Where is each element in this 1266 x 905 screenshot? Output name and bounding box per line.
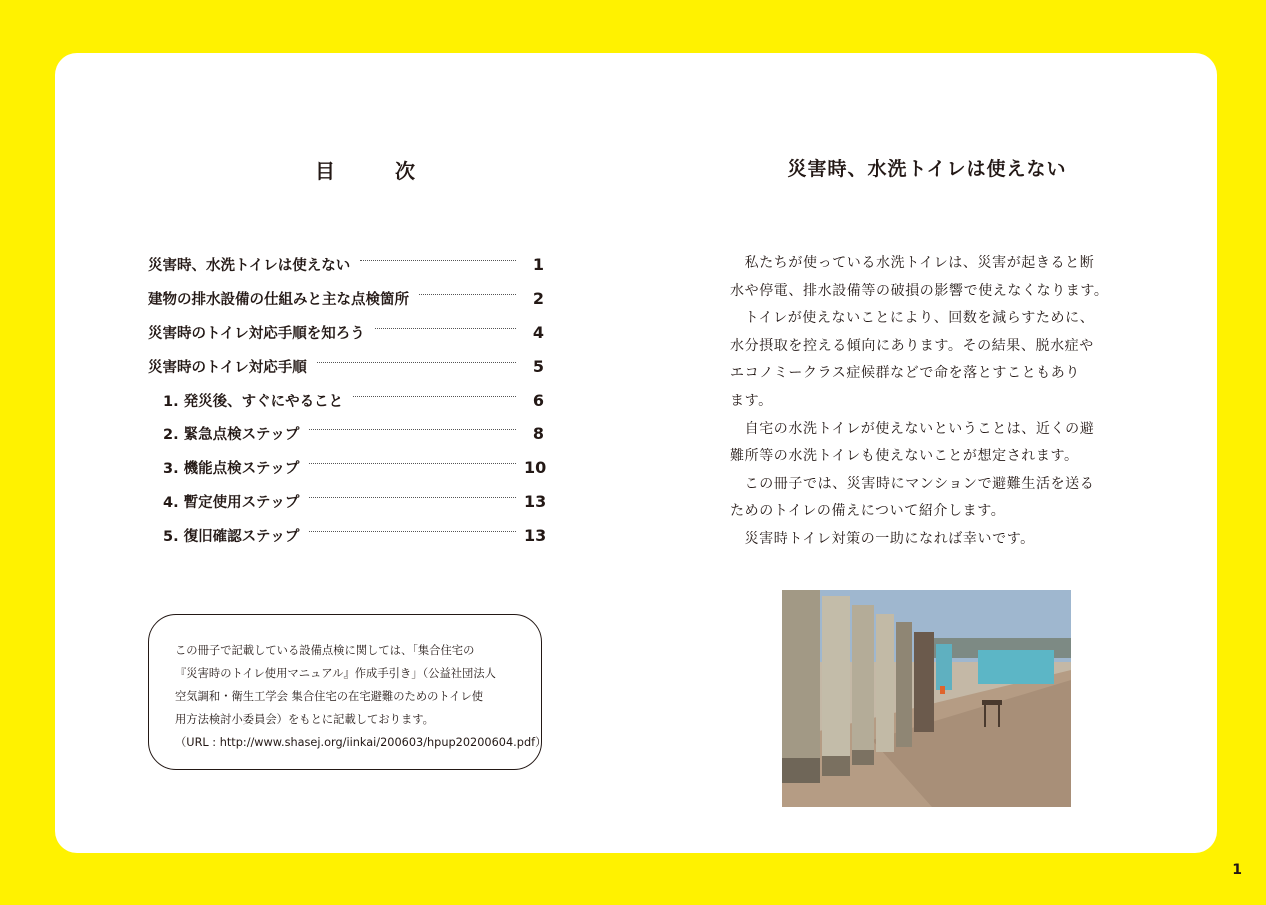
toc-entry-page: 2 xyxy=(532,289,544,309)
toc-entry[interactable] xyxy=(148,349,544,383)
toc-entry-page: 10 xyxy=(524,458,547,478)
intro-paragraph xyxy=(730,250,1124,554)
toc-subentry[interactable] xyxy=(148,518,547,552)
toc-entry-label: 4. 暫定使用ステップ xyxy=(163,494,300,511)
toc-entry-label: 災害時のトイレ対応手順 xyxy=(148,359,307,376)
paragraph-line: エコノミークラス症候群などで命を落とすこともあり xyxy=(730,365,1080,382)
toc-entry-label: 災害時のトイレ対応手順を知ろう xyxy=(148,325,365,342)
paragraph-line: 自宅の水洗トイレが使えないということは、近くの避 xyxy=(730,420,1095,437)
toc-leader-dots xyxy=(317,362,516,363)
note-line: 用方法検討小委員会）をもとに記載しております。 xyxy=(175,713,434,726)
toc-entry-page: 5 xyxy=(532,356,544,376)
toc-subentry[interactable] xyxy=(148,383,544,417)
toc-entry-label: 5. 復旧確認ステップ xyxy=(163,528,300,545)
paragraph-line: 水や停電、排水設備等の破損の影響で使えなくなります。 xyxy=(730,282,1109,299)
toc-entry-label: 1. 発災後、すぐにやること xyxy=(163,393,344,410)
toc-entry-label: 3. 機能点検ステップ xyxy=(163,461,300,478)
toc-leader-dots xyxy=(419,294,516,295)
toc-entry-page: 1 xyxy=(532,255,544,275)
section-title: 災害時、水洗トイレは使えない xyxy=(787,158,1067,180)
toc-leader-dots xyxy=(375,328,516,329)
toc-title: 目 次 xyxy=(315,159,435,183)
note-line: この冊子で記載している設備点検に関しては、「集合住宅の xyxy=(175,644,475,657)
toc-subentry[interactable] xyxy=(148,451,547,485)
toc-leader-dots xyxy=(309,531,516,532)
page-number: 1 xyxy=(1232,862,1242,878)
toc-entry-label: 災害時、水洗トイレは使えない xyxy=(148,258,351,275)
paragraph-line: 水分摂取を控える傾向にあります。その結果、脱水症や xyxy=(730,337,1094,354)
reference-note-box xyxy=(148,614,547,770)
toc-leader-dots xyxy=(360,260,516,261)
toc-entry-page: 8 xyxy=(532,424,544,444)
toc-entry-page: 13 xyxy=(524,525,547,545)
toc-subentry[interactable] xyxy=(148,417,544,451)
table-of-contents xyxy=(148,248,547,552)
portable-toilets-photo xyxy=(782,590,1071,807)
toc-leader-dots xyxy=(309,497,516,498)
toc-entry-page: 13 xyxy=(524,491,547,511)
toc-entry[interactable] xyxy=(148,248,544,282)
paragraph-line: 難所等の水洗トイレも使えないことが想定されます。 xyxy=(730,448,1079,465)
paragraph-line: 災害時トイレ対策の一助になれば幸いです。 xyxy=(730,530,1035,547)
paragraph-line: この冊子では、災害時にマンションで避難生活を送る xyxy=(730,475,1095,492)
toc-leader-dots xyxy=(309,429,516,430)
note-url-line[interactable]: （URL : http://www.shasej.org/iinkai/200603/hpup20200604.pdf） xyxy=(175,736,547,749)
toc-entry[interactable] xyxy=(148,282,544,316)
paragraph-line: トイレが使えないことにより、回数を減らすために、 xyxy=(730,310,1095,327)
note-line: 『災害時のトイレ使用マニュアル』作成手引き」（公益社団法人 xyxy=(175,667,496,680)
toc-entry-page: 6 xyxy=(532,390,544,410)
toc-entry-label: 2. 緊急点検ステップ xyxy=(163,427,300,444)
toc-subentry[interactable] xyxy=(148,485,547,519)
note-line: 空気調和・衛生工学会 集合住宅の在宅避難のためのトイレ使 xyxy=(175,690,484,703)
paragraph-line: 私たちが使っている水洗トイレは、災害が起きると断 xyxy=(730,255,1095,271)
toc-entry-page: 4 xyxy=(532,322,544,342)
toc-leader-dots xyxy=(309,463,516,464)
toc-leader-dots xyxy=(353,396,516,397)
toc-entry[interactable] xyxy=(148,316,544,350)
toc-entry-label: 建物の排水設備の仕組みと主な点検箇所 xyxy=(148,292,409,309)
paragraph-line: ます。 xyxy=(730,392,773,409)
paragraph-line: ためのトイレの備えについて紹介します。 xyxy=(730,503,1006,520)
